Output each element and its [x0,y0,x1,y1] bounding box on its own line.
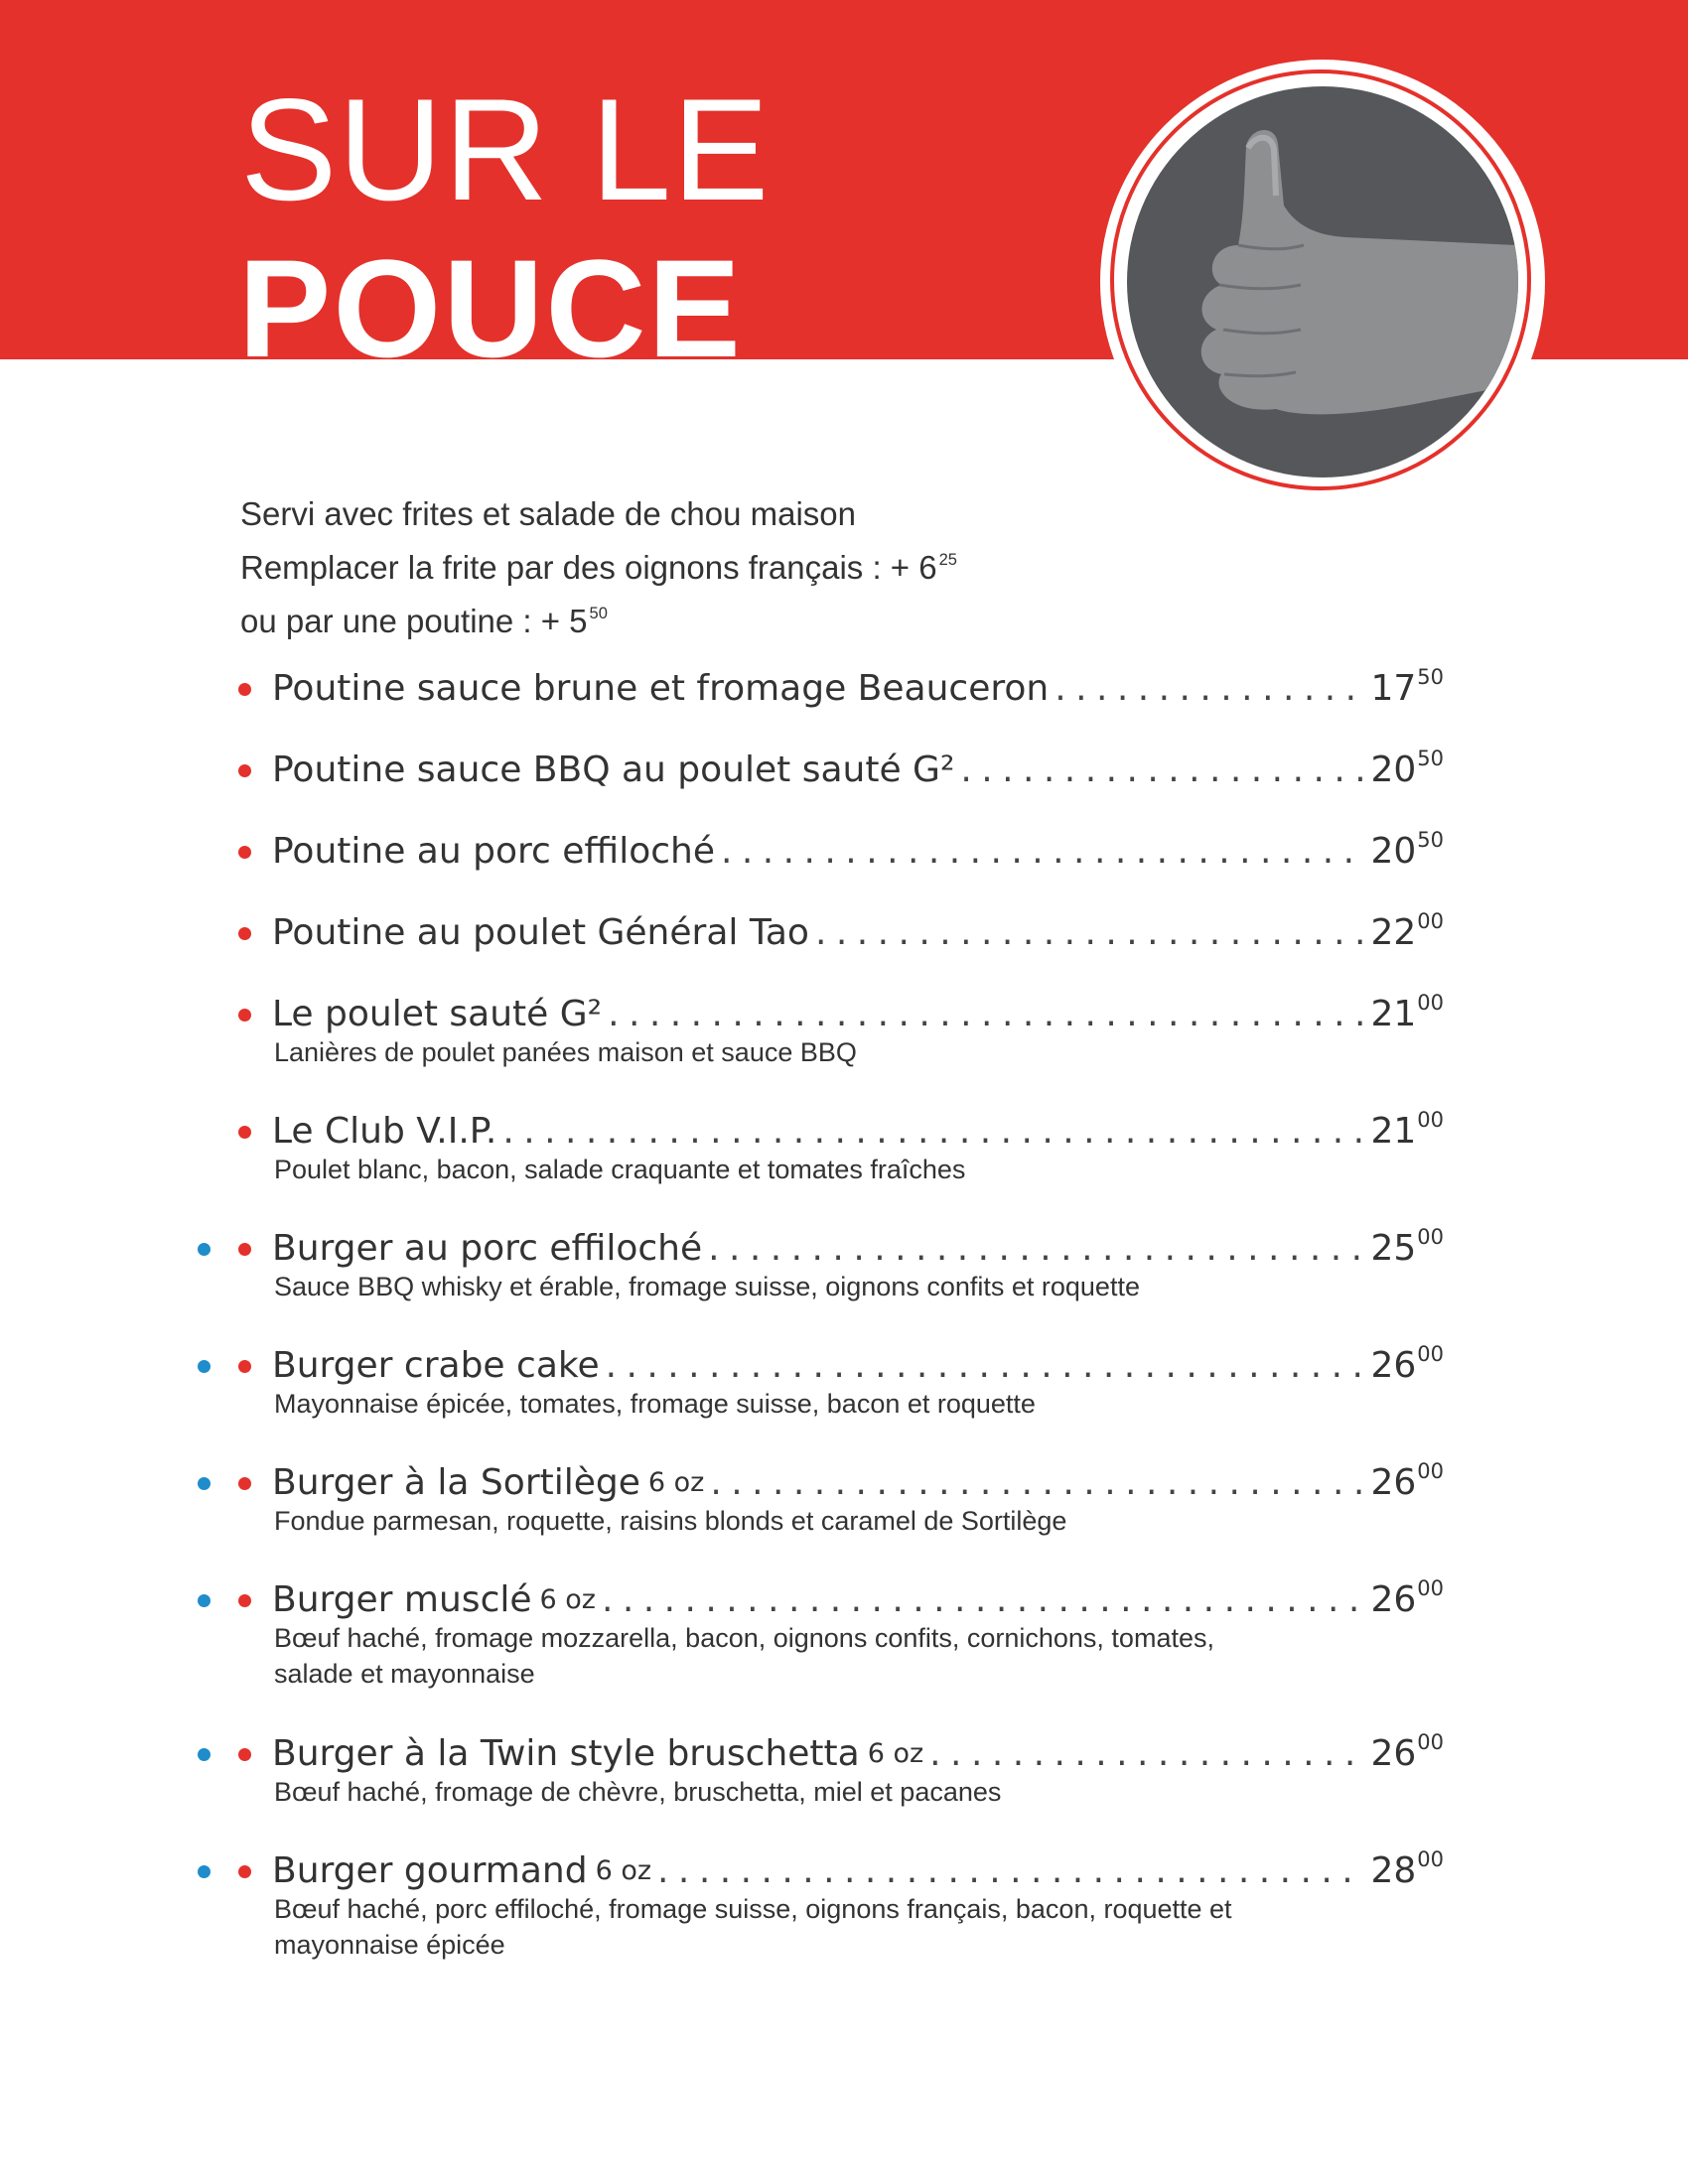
price-cents: 00 [1417,1730,1444,1754]
menu-item-price [1370,1211,1444,1275]
red-bullet-icon [238,764,251,777]
menu-item-price [1370,1445,1444,1509]
menu-item-price [1370,977,1444,1040]
menu-item-name: Burger musclé [272,1579,532,1620]
price-dollars: 20 [1370,831,1417,872]
menu-item-line [272,1106,1444,1158]
price-dollars: 20 [1370,750,1417,790]
menu-item-line [272,989,1444,1040]
menu-item-line [272,663,1444,715]
menu-item-price [1370,1563,1444,1626]
red-bullet-icon [238,1748,251,1761]
price-cents: 50 [1417,828,1444,852]
dot-leader [708,1223,1364,1275]
dot-leader [602,1574,1364,1626]
blue-bullet-icon [198,1865,211,1878]
menu-item-size: 6 oz [595,1855,652,1886]
menu-item-line [272,1574,1444,1626]
price-cents: 00 [1417,1459,1444,1483]
menu-item-name: Le Club V.I.P. [272,1111,497,1152]
dot-leader [657,1845,1364,1897]
menu-item-size: 6 oz [867,1738,924,1769]
menu-item-price [1370,895,1444,959]
red-bullet-icon [238,1865,251,1878]
menu-item-name: Burger gourmand [272,1850,588,1891]
blue-bullet-icon [198,1360,211,1373]
menu-item-description: Bœuf haché, porc effiloché, fromage suisse, oignons français, bacon, roquette et mayonnaise épicée [274,1894,1232,1960]
menu-item-line [272,907,1444,959]
dot-leader [1055,663,1364,715]
blue-bullet-icon [198,1243,211,1256]
red-bullet-icon [238,927,251,940]
red-bullet-icon [238,1360,251,1373]
price-dollars: 26 [1370,1345,1417,1386]
menu-item-description: Mayonnaise épicée, tomates, fromage suisse, bacon et roquette [274,1389,1036,1419]
blue-bullet-icon [198,1594,211,1607]
menu-item-name: Poutine au porc effiloché [272,831,715,872]
price-cents: 00 [1417,1108,1444,1132]
menu-item-price [1370,814,1444,878]
page-title-line2: POUCE [238,234,743,359]
intro-line3-text: ou par une poutine : + 5 [240,603,588,640]
red-bullet-icon [238,1594,251,1607]
dot-leader [710,1457,1364,1509]
intro-line2-cents: 25 [938,551,957,569]
intro-line3-cents: 50 [589,605,608,623]
menu-item-line [272,1845,1444,1897]
price-cents: 00 [1417,1225,1444,1249]
red-bullet-icon [238,1009,251,1022]
menu-item-name: Burger à la Sortilège [272,1462,640,1503]
dot-leader [502,1106,1364,1158]
menu-item-name: Burger à la Twin style bruschetta [272,1733,860,1774]
menu-item-name: Poutine sauce BBQ au poulet sauté G² [272,750,955,790]
red-bullet-icon [238,846,251,859]
price-dollars: 26 [1370,1462,1417,1503]
menu-item-description: Sauce BBQ whisky et érable, fromage suisse, oignons confits et roquette [274,1272,1140,1301]
price-cents: 50 [1417,665,1444,689]
blue-bullet-icon [198,1477,211,1490]
price-dollars: 28 [1370,1850,1417,1891]
intro-line2-text: Remplacer la frite par des oignons français : + 6 [240,549,937,587]
price-cents: 00 [1417,991,1444,1015]
red-bullet-icon [238,1126,251,1139]
menu-item-line [272,1223,1444,1275]
menu-item-name: Poutine sauce brune et fromage Beauceron [272,668,1050,709]
price-dollars: 25 [1370,1228,1417,1269]
price-cents: 00 [1417,1576,1444,1600]
menu-item-line [272,1340,1444,1392]
menu-item-size: 6 oz [647,1467,705,1498]
menu-item-price [1370,1834,1444,1897]
price-dollars: 26 [1370,1733,1417,1774]
blue-bullet-icon [198,1748,211,1761]
menu-item-line [272,1457,1444,1509]
menu-item-line [272,1728,1444,1780]
page-title-line1: SUR LE [240,68,771,230]
dot-leader [721,826,1364,878]
menu-item-line [272,826,1444,878]
price-cents: 00 [1417,909,1444,933]
menu-item-price [1370,733,1444,796]
menu-item-name: Burger crabe cake [272,1345,600,1386]
menu-item-description: Fondue parmesan, roquette, raisins blonds et caramel de Sortilège [274,1506,1067,1536]
price-cents: 00 [1417,1342,1444,1366]
menu-item-name: Burger au porc effiloché [272,1228,703,1269]
menu-item-description: Bœuf haché, fromage de chèvre, bruschetta, miel et pacanes [274,1777,1002,1807]
price-dollars: 17 [1370,668,1417,709]
red-bullet-icon [238,683,251,696]
menu-item-price [1370,1094,1444,1158]
menu-item-line [272,745,1444,796]
dot-leader [960,745,1364,796]
price-cents: 00 [1417,1847,1444,1871]
price-dollars: 21 [1370,994,1417,1034]
dot-leader [606,1340,1365,1392]
menu-item-price [1370,1716,1444,1780]
price-cents: 50 [1417,747,1444,770]
menu-item-name: Poutine au poulet Général Tao [272,912,809,953]
menu-item-price [1370,651,1444,715]
price-dollars: 21 [1370,1111,1417,1152]
dot-leader [929,1728,1364,1780]
menu-item-description: Lanières de poulet panées maison et sauce BBQ [274,1037,857,1067]
red-bullet-icon [238,1477,251,1490]
dot-leader [815,907,1365,959]
menu-item-name: Le poulet sauté G² [272,994,603,1034]
price-dollars: 22 [1370,912,1417,953]
dot-leader [608,989,1364,1040]
red-bullet-icon [238,1243,251,1256]
menu-item-description: Bœuf haché, fromage mozzarella, bacon, oignons confits, cornichons, tomates, salade et mayonnaise [274,1623,1214,1689]
menu-item-price [1370,1328,1444,1392]
menu-item-size: 6 oz [539,1584,596,1615]
menu-item-description: Poulet blanc, bacon, salade craquante et tomates fraîches [274,1155,966,1184]
intro-line1: Servi avec frites et salade de chou maison [240,495,856,532]
price-dollars: 26 [1370,1579,1417,1620]
